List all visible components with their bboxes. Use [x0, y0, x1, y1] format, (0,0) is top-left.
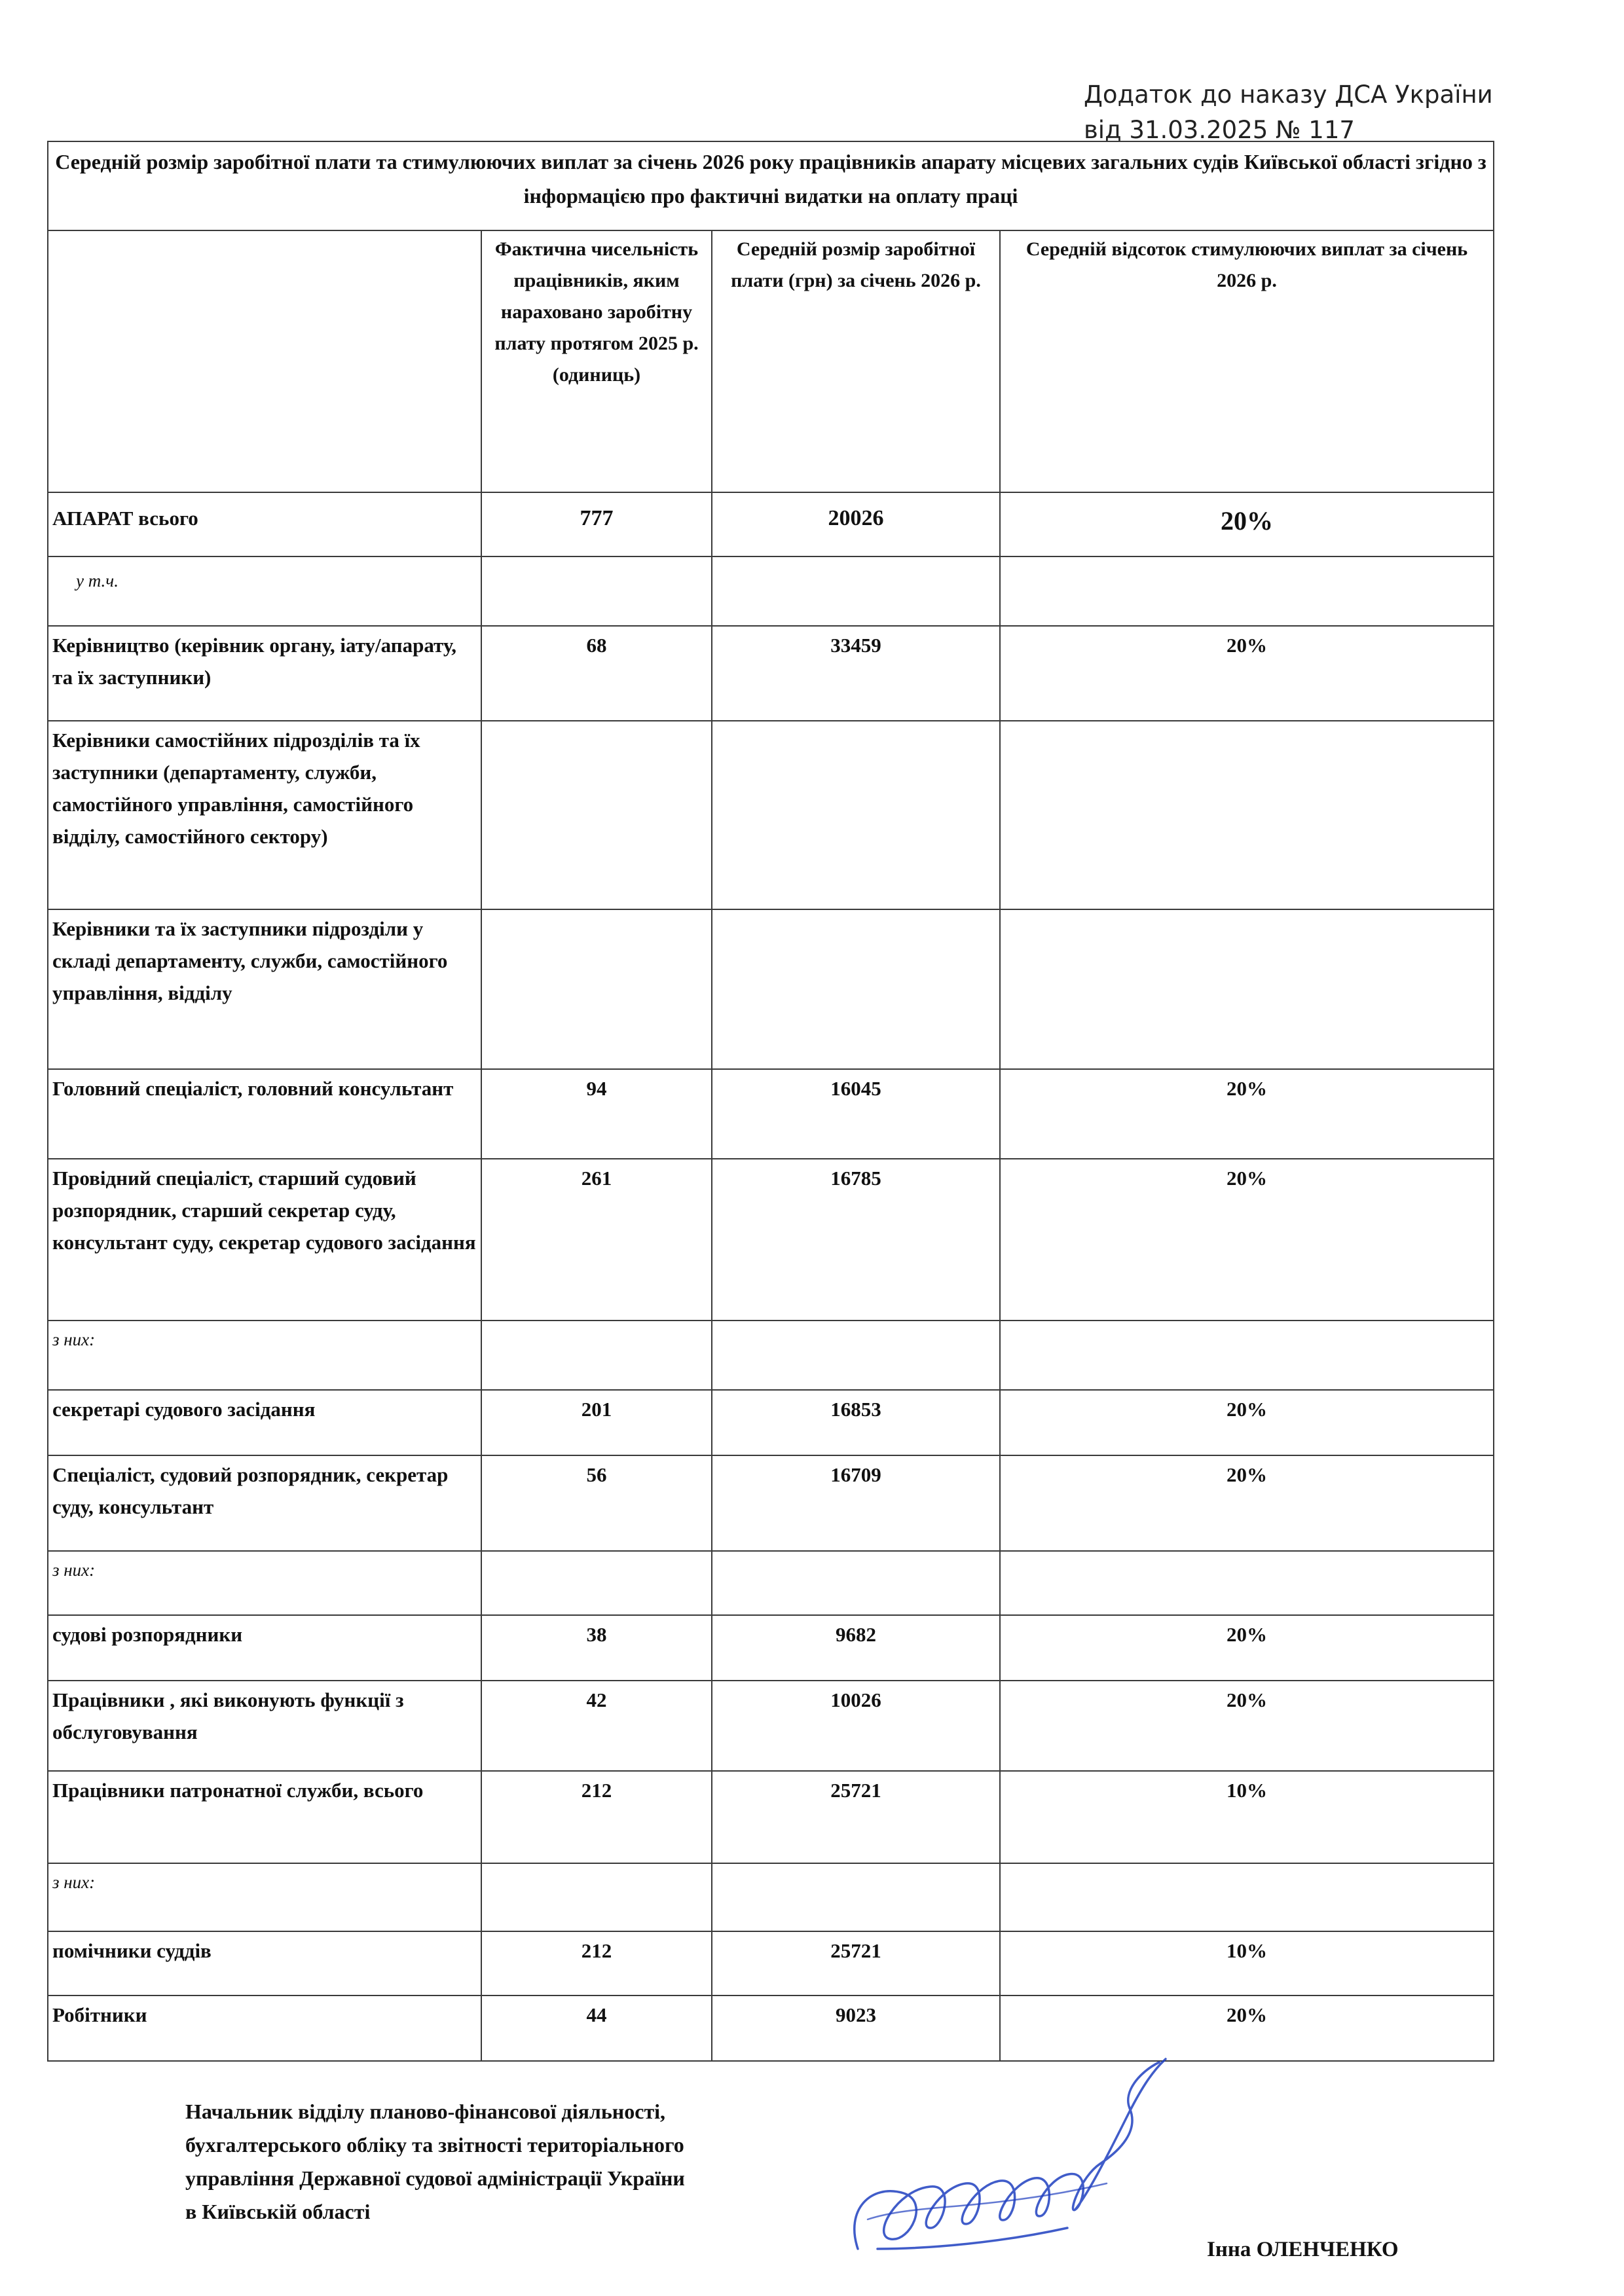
salary-table: [47, 141, 1494, 2062]
row-count: 94: [481, 1069, 712, 1159]
header-salary: Середній розмір заробітної плати (грн) за січень 2026 р.: [712, 230, 1000, 492]
table-row: [48, 1390, 1494, 1455]
row-salary: 16709: [712, 1455, 1000, 1551]
table-row: [48, 626, 1494, 721]
row-label: з них:: [48, 1551, 481, 1615]
row-percent: 20%: [1000, 1069, 1494, 1159]
row-count: [481, 1863, 712, 1931]
row-percent: 20%: [1000, 1455, 1494, 1551]
row-percent: 20%: [1000, 626, 1494, 721]
row-label: Головний спеціаліст, головний консультант: [48, 1069, 481, 1159]
table-row: [48, 721, 1494, 909]
row-salary: 25721: [712, 1931, 1000, 1995]
position-line-4: в Київській області: [185, 2200, 371, 2223]
annex-reference: [1084, 77, 1493, 148]
signatory-position: [185, 2095, 685, 2229]
position-line-2: бухгалтерського обліку та звітності територіального: [185, 2133, 684, 2157]
table-row: [48, 1069, 1494, 1159]
table-title: Середній розмір заробітної плати та стимулюючих виплат за січень 2026 року працівників апарату місцевих загальних судів Київської області згідно з інформацією про фактичні видатки на оплату праці: [48, 141, 1494, 230]
row-count: [481, 909, 712, 1069]
row-label: помічники суддів: [48, 1931, 481, 1995]
row-percent: [1000, 1863, 1494, 1931]
row-label: з них:: [48, 1863, 481, 1931]
header-empty-cell: [48, 230, 481, 492]
row-label: Провідний спеціаліст, старший судовий розпорядник, старший секретар суду, консультант суду, секретар судового засідання: [48, 1159, 481, 1321]
row-percent: 10%: [1000, 1931, 1494, 1995]
row-count: [481, 1321, 712, 1390]
row-count: 212: [481, 1771, 712, 1863]
row-count: 261: [481, 1159, 712, 1321]
row-percent: [1000, 556, 1494, 626]
row-label: секретарі судового засідання: [48, 1390, 481, 1455]
row-count: 777: [481, 492, 712, 556]
row-label: з них:: [48, 1321, 481, 1390]
row-percent: 20%: [1000, 1995, 1494, 2061]
row-count: [481, 556, 712, 626]
table-row: [48, 1863, 1494, 1931]
row-label: судові розпорядники: [48, 1615, 481, 1681]
row-salary: [712, 556, 1000, 626]
row-percent: [1000, 909, 1494, 1069]
row-salary: 20026: [712, 492, 1000, 556]
table-row: [48, 492, 1494, 556]
table-row: [48, 1615, 1494, 1681]
table-row: [48, 1551, 1494, 1615]
row-salary: 9023: [712, 1995, 1000, 2061]
row-salary: [712, 1863, 1000, 1931]
row-salary: 25721: [712, 1771, 1000, 1863]
row-percent: 20%: [1000, 1681, 1494, 1771]
header-count: Фактична чисельність працівників, яким нараховано заробітну плату протягом 2025 р. (одиниць): [481, 230, 712, 492]
row-percent: 20%: [1000, 1615, 1494, 1681]
table-row: [48, 909, 1494, 1069]
row-label: у т.ч.: [48, 556, 481, 626]
row-salary: 16785: [712, 1159, 1000, 1321]
row-count: 56: [481, 1455, 712, 1551]
row-count: [481, 721, 712, 909]
header-percent: Середній відсоток стимулюючих виплат за січень 2026 р.: [1000, 230, 1494, 492]
table-row: [48, 1995, 1494, 2061]
row-count: 44: [481, 1995, 712, 2061]
annex-line-1: Додаток до наказу ДСА України: [1084, 81, 1493, 109]
table-row: [48, 1681, 1494, 1771]
row-label: Керівники та їх заступники підрозділи у складі департаменту, служби, самостійного управління, відділу: [48, 909, 481, 1069]
row-count: 38: [481, 1615, 712, 1681]
row-salary: [712, 1321, 1000, 1390]
table-row: [48, 1455, 1494, 1551]
table-row: [48, 556, 1494, 626]
table-row: [48, 1771, 1494, 1863]
row-count: 201: [481, 1390, 712, 1455]
row-salary: [712, 909, 1000, 1069]
row-salary: [712, 721, 1000, 909]
row-salary: 16045: [712, 1069, 1000, 1159]
table-row: [48, 1159, 1494, 1321]
row-percent: [1000, 721, 1494, 909]
annex-line-2: від 31.03.2025 № 117: [1084, 116, 1355, 144]
row-label: АПАРАТ всього: [48, 492, 481, 556]
row-percent: [1000, 1321, 1494, 1390]
position-line-3: управління Державної судової адміністрації України: [185, 2166, 685, 2190]
row-count: 212: [481, 1931, 712, 1995]
table-row: [48, 1931, 1494, 1995]
row-label: Керівники самостійних підрозділів та їх заступники (департаменту, служби, самостійного управління, самостійного відділу, самостійного сектору): [48, 721, 481, 909]
row-label: Спеціаліст, судовий розпорядник, секретар суду, консультант: [48, 1455, 481, 1551]
row-percent: 10%: [1000, 1771, 1494, 1863]
signer-name: Інна ОЛЕНЧЕНКО: [1207, 2238, 1399, 2261]
row-count: 68: [481, 626, 712, 721]
row-salary: 10026: [712, 1681, 1000, 1771]
row-label: Працівники , які виконують функції з обслуговування: [48, 1681, 481, 1771]
handwritten-signature: [832, 2052, 1185, 2275]
row-percent: 20%: [1000, 492, 1494, 556]
row-salary: 16853: [712, 1390, 1000, 1455]
row-label: Працівники патронатної служби, всього: [48, 1771, 481, 1863]
row-percent: 20%: [1000, 1159, 1494, 1321]
row-count: 42: [481, 1681, 712, 1771]
row-percent: 20%: [1000, 1390, 1494, 1455]
row-salary: [712, 1551, 1000, 1615]
row-label: Робітники: [48, 1995, 481, 2061]
position-line-1: Начальник відділу планово-фінансової діяльності,: [185, 2100, 666, 2123]
row-count: [481, 1551, 712, 1615]
row-salary: 33459: [712, 626, 1000, 721]
row-percent: [1000, 1551, 1494, 1615]
row-salary: 9682: [712, 1615, 1000, 1681]
row-label: Керівництво (керівник органу, іату/апарату, та їх заступники): [48, 626, 481, 721]
table-row: [48, 1321, 1494, 1390]
